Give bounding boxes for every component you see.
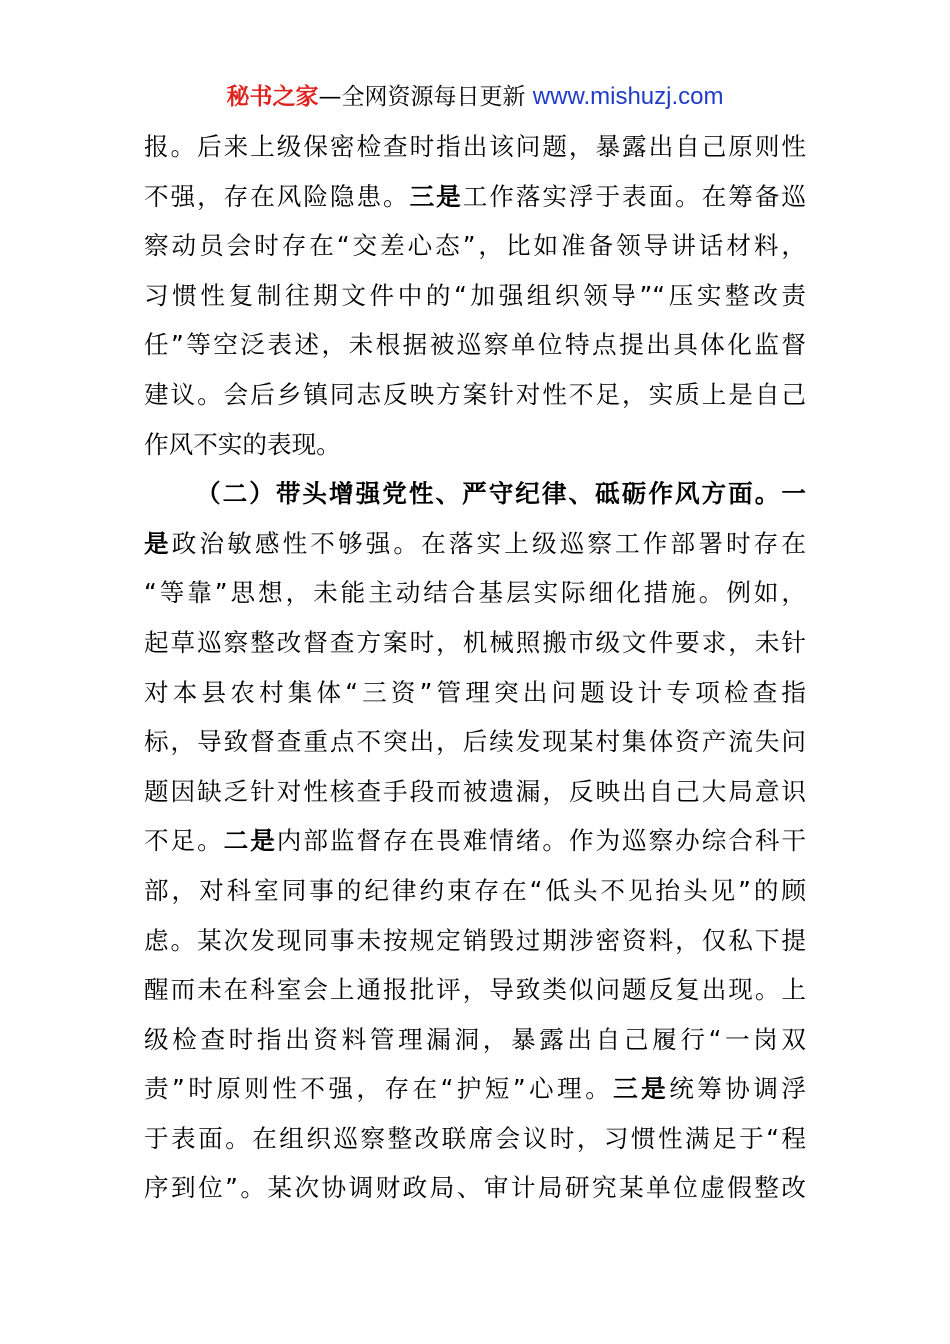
section-heading-line — [144, 469, 806, 519]
text-line: 对本县农村集体“三资”管理突出问题设计专项检查指 — [144, 677, 806, 707]
text-line: 序到位”。某次协调财政局、审计局研究某单位虚假整改 — [144, 1173, 806, 1203]
text-run: 不足。 — [144, 826, 224, 856]
text-line: 察动员会时存在“交差心态”，比如准备领导讲话材料， — [144, 231, 806, 261]
text-line: 标，导致督查重点不突出，后续发现某村集体资产流失问 — [144, 727, 806, 757]
section-heading: （二）带头增强党性、严守纪律、砥砺作风方面。 — [196, 479, 782, 509]
text-line: 虑。某次发现同事未按规定销毁过期涉密资料，仅私下提 — [144, 925, 806, 955]
text-line: 任”等空泛表述，未根据被巡察单位特点提出具体化监督 — [144, 330, 806, 360]
bold-marker: 二是 — [223, 826, 277, 856]
bold-marker: 三是 — [613, 1074, 670, 1104]
text-run: 内部监督存在畏难情绪。作为巡察办综合科干 — [276, 826, 806, 856]
text-line — [144, 1064, 806, 1114]
header-tagline: —全网资源每日更新 — [318, 84, 533, 110]
bold-marker: 三是 — [409, 181, 463, 211]
text-line: 于表面。在组织巡察整改联席会议时，习惯性满足于“程 — [144, 1123, 806, 1153]
brand-name: 秘书之家 — [226, 84, 319, 110]
text-line — [144, 519, 806, 569]
bold-marker: 是 — [144, 528, 172, 558]
text-line: 报。后来上级保密检查时指出该问题，暴露出自己原则性 — [144, 132, 806, 161]
bold-marker: 一 — [781, 479, 806, 509]
text-line: 题因缺乏针对性核查手段而被遗漏，反映出自己大局意识 — [144, 776, 806, 806]
text-line: 习惯性复制往期文件中的“加强组织领导”“压实整改责 — [144, 280, 806, 310]
text-run: 政治敏感性不够强。在落实上级巡察工作部署时存在 — [171, 528, 806, 558]
text-line: 醒而未在科室会上通报批评，导致类似问题反复出现。上 — [144, 975, 806, 1005]
text-run: 统筹协调浮 — [669, 1074, 806, 1104]
site-header — [0, 80, 950, 114]
text-line: 部，对科室同事的纪律约束存在“低头不见抬头见”的顾 — [144, 875, 806, 905]
site-url: www.mishuzj.com — [532, 83, 724, 110]
text-line — [144, 172, 806, 222]
text-run: 责”时原则性不强，存在“护短”心理。 — [144, 1074, 614, 1104]
text-line: 起草巡察整改督查方案时，机械照搬市级文件要求，未针 — [144, 627, 806, 657]
text-line: 级检查时指出资料管理漏洞，暴露出自己履行“一岗双 — [144, 1024, 806, 1054]
text-line — [144, 816, 806, 866]
document-body — [144, 122, 806, 1213]
paragraph-2 — [144, 469, 806, 1213]
text-run: 工作落实浮于表面。在筹备巡 — [462, 181, 806, 211]
text-line: 建议。会后乡镇同志反映方案针对性不足，实质上是自己 — [144, 379, 806, 409]
text-line: 作风不实的表现。 — [144, 429, 341, 459]
paragraph-1 — [144, 122, 806, 469]
text-run: 不强，存在风险隐患。 — [144, 181, 410, 211]
text-line: “等靠”思想，未能主动结合基层实际细化措施。例如， — [144, 578, 806, 608]
